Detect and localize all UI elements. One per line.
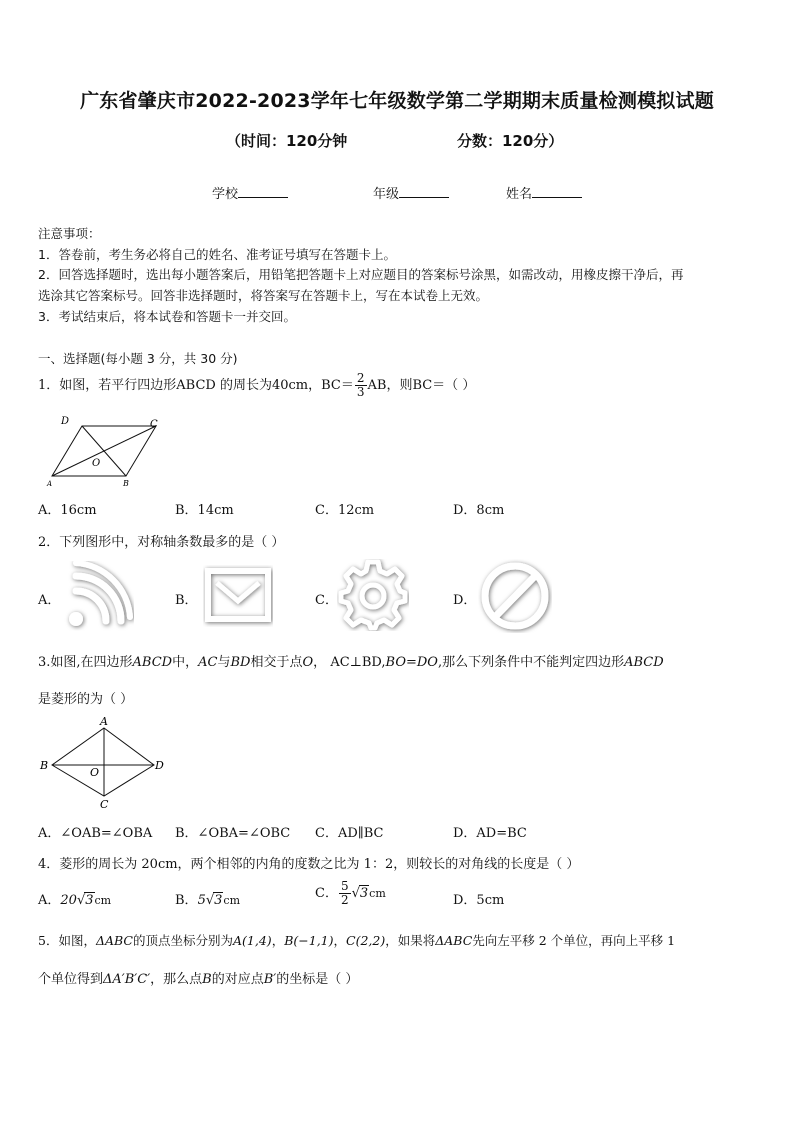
question-2-stem: 2．下列图形中，对称轴条数最多的是（ ）: [38, 535, 285, 550]
q4-option-d: D．5cm: [453, 893, 505, 908]
notice-heading: 注意事项：: [38, 226, 101, 241]
label-b: B: [40, 759, 49, 772]
q2-option-d: D．: [453, 593, 477, 608]
wifi-icon: [62, 561, 134, 633]
label-o: O: [90, 766, 100, 779]
school-field: 学校: [212, 183, 288, 202]
q3-option-a: A．∠OAB=∠OBA: [38, 826, 153, 841]
q2-option-c: C．: [315, 593, 338, 608]
label-c: C: [100, 798, 109, 810]
q2-option-b: B．: [175, 593, 198, 608]
q3-option-d: D．AD=BC: [453, 826, 527, 841]
question-1-stem: 1．如图，若平行四边形ABCD 的周长为40cm，BC＝ $\frac{2}{3}$ AB，则BC＝（ ）: [38, 371, 476, 399]
section-heading: 一、选择题(每小题 3 分，共 30 分): [38, 351, 238, 366]
label-c: C: [150, 419, 158, 430]
q4-option-c: C． $\frac{5}{2}$ √3cm: [315, 879, 386, 907]
q1-option-b: B．14cm: [175, 503, 234, 518]
label-d: D: [61, 416, 70, 427]
gear-icon: [337, 559, 409, 631]
q1-option-c: C．12cm: [315, 503, 375, 518]
notice-line3: 3．考试结束后，将本试卷和答题卡一并交回。: [38, 309, 296, 324]
label-a: A: [47, 480, 53, 488]
q3-option-c: C．AD∥BC: [315, 826, 384, 841]
q3-option-b: B．∠OBA=∠OBC: [175, 826, 291, 841]
q4-option-b: B．5√3cm: [175, 893, 241, 908]
question-5-line1: 5．如图，ΔABC的顶点坐标分别为A(1,4)，B(−1,1)，C(2,2)，如果将ΔABC先向左平移 2 个单位，再向上平移 1: [38, 933, 676, 948]
label-b: B: [123, 479, 129, 488]
label-o: O: [92, 458, 101, 469]
notice-line2a: 2．回答选择题时，选出每小题答案后，用铅笔把答题卡上对应题目的答案标号涂黑，如需改动，用橡皮擦干净后，再: [38, 267, 684, 282]
notice-line2b: 选涂其它答案标号。回答非选择题时，将答案写在答题卡上，写在本试卷上无效。: [38, 288, 489, 303]
page-title: 广东省肇庆市2022-2023学年七年级数学第二学期期末质量检测模拟试题: [80, 90, 714, 112]
notice-line1: 1．答卷前，考生务必将自己的姓名、准考证号填写在答题卡上。: [38, 247, 396, 262]
parallelogram-figure: [44, 414, 166, 490]
question-5-line2: 个单位得到ΔA′B′C′，那么点B的对应点B′的坐标是（ ）: [38, 972, 359, 987]
prohibited-icon: [478, 559, 552, 633]
question-3-stem: 3.如图,在四边形ABCD中，AC与BD相交于点O， AC⊥BD,BO=DO,那么下列条件中不能判定四边形ABCD: [38, 655, 664, 670]
time-label: （时间：120分钟: [226, 132, 348, 150]
fraction: $\frac{2}{3}$: [356, 371, 365, 399]
label-a: A: [100, 715, 108, 728]
mail-icon: [203, 565, 273, 627]
q1-option-a: A．16cm: [38, 503, 97, 518]
question-4-stem: 4．菱形的周长为 20cm，两个相邻的内角的度数之比为 1：2，则较长的对角线的长度是（ ）: [38, 857, 580, 872]
label-d: D: [155, 759, 164, 772]
q4-option-a: A．20√3cm: [38, 893, 112, 908]
q2-option-a: A．: [38, 593, 61, 608]
rhombus-figure: [38, 714, 170, 810]
score-label: 分数：120分）: [457, 132, 564, 150]
question-3-stem-cont: 是菱形的为（ ）: [38, 692, 134, 707]
q1-option-d: D．8cm: [453, 503, 505, 518]
name-field: 姓名: [506, 183, 582, 202]
grade-field: 年级: [373, 183, 449, 202]
